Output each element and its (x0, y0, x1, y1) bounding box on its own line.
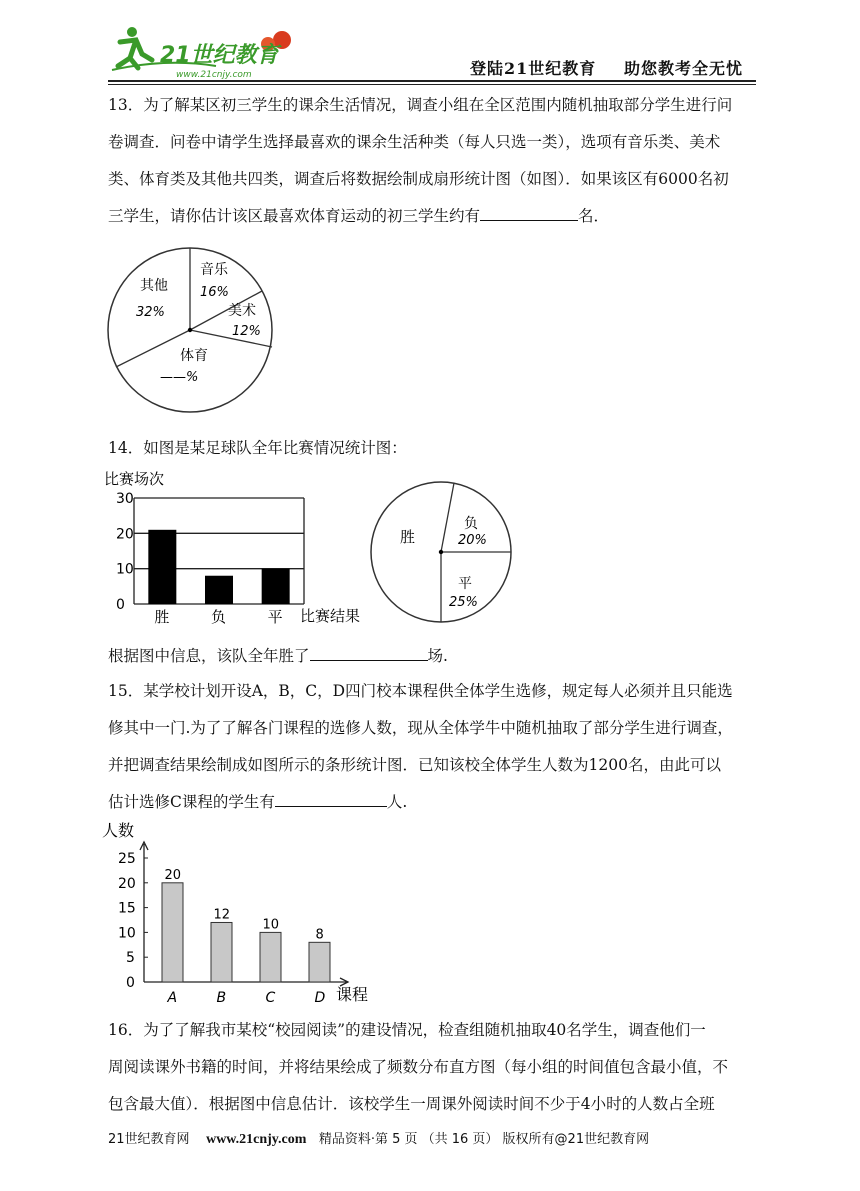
slice-label: 音乐 (200, 262, 228, 278)
footer-site: 21世纪教育网 (108, 1132, 190, 1147)
y-axis-title: 人数 (102, 821, 135, 840)
q14-bar-chart (104, 470, 374, 630)
slogan-right: 助您教考全无忧 (624, 59, 744, 78)
x-tick-label: 胜 (154, 608, 170, 626)
site-logo (106, 20, 306, 84)
x-tick-label: D (314, 990, 326, 1006)
question-13 (108, 87, 756, 235)
header-rule-thin (108, 84, 756, 85)
bar-value-label: 10 (262, 917, 280, 933)
q15-line: 修其中一门.为了了解各门课程的选修人数，现从全体学牛中随机抽取了部分学生进行调查， (108, 719, 733, 737)
q13-line: 三学生，请你估计该区最喜欢体育运动的初三学生约有 (108, 207, 481, 225)
slice-label: 平 (458, 576, 472, 592)
q13-line: 卷调查．问卷中请学生选择最喜欢的课余生活种类（每人只选一类），选项有音乐类、美术 (108, 133, 721, 151)
question-15 (108, 673, 756, 821)
q13-line: 类、体育类及其他共四类，调查后将数据绘制成扇形统计图（如图）．如果该区有6000名初 (108, 170, 729, 188)
y-tick-label: 20 (118, 875, 136, 892)
bar (211, 922, 232, 982)
q13-line: 13．为了解某区初三学生的课余生活情况，调查小组在全区范围内随机抽取部分学生进行问 (108, 96, 733, 114)
question-14 (108, 430, 756, 467)
answer-blank[interactable] (480, 206, 578, 221)
y-tick-label: 5 (126, 950, 135, 967)
y-tick-label: 30 (116, 491, 134, 507)
x-tick-label: 负 (211, 608, 227, 626)
y-tick-label: 0 (126, 975, 135, 991)
q14-intro: 14．如图是某足球队全年比赛情况统计图： (108, 439, 407, 457)
bar-value-label: 8 (315, 927, 324, 943)
question-16 (108, 1012, 756, 1123)
footer-page-info: 精品资料·第 5 页 （共 16 页） 版权所有@21世纪教育网 (318, 1132, 650, 1147)
x-tick-label: C (265, 990, 276, 1006)
bar (162, 883, 183, 982)
y-tick-label: 10 (118, 925, 136, 942)
svg-text:www.21cnjy.com: www.21cnjy.com (176, 70, 252, 80)
slice-label: 其他 (140, 278, 168, 294)
bar-value-label: 12 (213, 907, 231, 923)
q15-lead: 估计选修C课程的学生有 (108, 793, 275, 811)
svg-text:21世纪教育: 21世纪教育 (160, 43, 279, 68)
answer-blank[interactable] (275, 792, 387, 807)
q16-line: 包含最大值）．根据图中信息估计．该校学生一周课外阅读时间不少于4小时的人数占全班 (108, 1095, 715, 1113)
bar (205, 576, 233, 604)
slice-value: 20% (458, 533, 487, 548)
slogan-left: 登陆21世纪教育 (470, 59, 597, 78)
y-tick-label: 15 (118, 900, 136, 917)
q14-tail: 场. (427, 647, 448, 665)
bar-value-label: 20 (164, 867, 182, 883)
slice-label: 体育 (180, 348, 208, 364)
q16-line: 周阅读课外书籍的时间，并将结果绘成了频数分布直方图（每小组的时间值包含最小值，不 (108, 1058, 729, 1076)
slice-label: 胜 (400, 528, 416, 546)
y-axis-title: 比赛场次 (104, 470, 165, 488)
q13-tail: 名． (578, 207, 610, 225)
q15-bar-chart (100, 818, 380, 1008)
x-axis-title: 课程 (336, 985, 369, 1004)
slice-label: 负 (464, 516, 478, 532)
bar (309, 942, 330, 982)
q13-pie-chart (100, 244, 280, 414)
y-tick-label: 25 (118, 851, 136, 867)
footer-url[interactable]: www.21cnjy.com (206, 1132, 307, 1147)
slice-value: 32% (136, 305, 165, 320)
slice-value: ——% (160, 370, 199, 385)
question-14-followup (108, 638, 756, 675)
slice-label: 美术 (228, 303, 256, 319)
q15-line: 15．某学校计划开设A，B，C，D四门校本课程供全体学生选修，规定每人必须并且只能选 (108, 682, 733, 700)
bar (260, 932, 281, 982)
slice-value: 25% (449, 595, 478, 610)
x-tick-label: B (216, 990, 227, 1006)
x-axis-title: 比赛结果 (300, 607, 361, 625)
page-footer (108, 1128, 756, 1148)
q15-tail: 人. (386, 793, 408, 811)
bar (148, 530, 176, 604)
q14-lead: 根据图中信息，该队全年胜了 (108, 647, 310, 665)
y-tick-label: 0 (116, 597, 125, 613)
q14-pie-chart (366, 476, 516, 628)
answer-blank[interactable] (310, 646, 428, 661)
y-tick-label: 20 (116, 526, 134, 543)
x-tick-label: A (167, 990, 178, 1006)
bar (262, 569, 290, 604)
q16-line: 16．为了了解我市某校“校园阅读”的建设情况，检查组随机抽取40名学生，调查他们一 (108, 1021, 706, 1039)
slice-value: 12% (232, 324, 261, 339)
q15-line: 并把调查结果绘制成如图所示的条形统计图．已知该校全体学生人数为1200名，由此可以 (108, 756, 721, 774)
header-rule (108, 80, 756, 82)
x-tick-label: 平 (267, 608, 283, 626)
y-tick-label: 10 (116, 561, 134, 578)
slice-value: 16% (200, 285, 229, 300)
